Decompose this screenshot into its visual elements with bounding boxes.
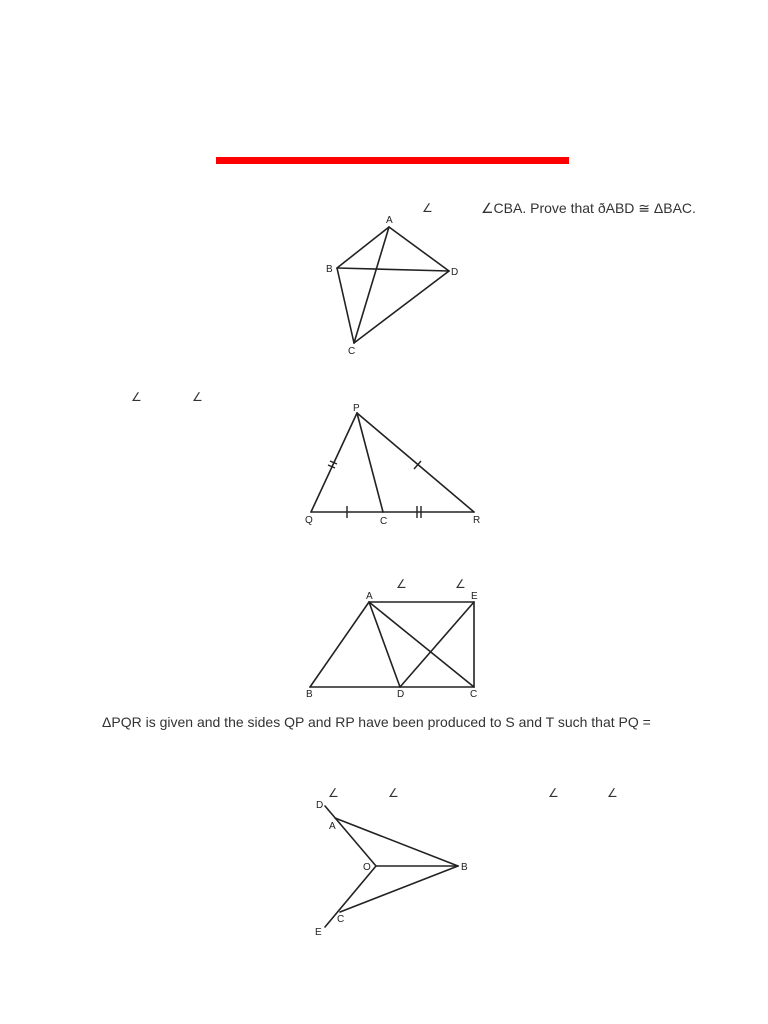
angle-symbol: ∠: [548, 786, 559, 800]
angle-symbol: ∠: [422, 201, 433, 215]
figure-2-triangle-pqr: [305, 403, 480, 527]
angle-symbol: ∠: [131, 390, 142, 404]
vertex-label-c: C: [380, 516, 388, 527]
angle-symbol: ∠: [455, 577, 466, 591]
vertex-label-c: C: [348, 346, 356, 357]
angle-symbol: ∠: [607, 786, 618, 800]
vertex-label-b: B: [326, 264, 333, 275]
angle-symbol: ∠: [388, 786, 399, 800]
vertex-label-q: Q: [305, 515, 313, 526]
vertex-label-c: C: [337, 914, 345, 925]
vertex-label-b: B: [306, 689, 313, 700]
figure-5-arrowhead: [315, 800, 468, 938]
vertex-label-e: E: [471, 591, 478, 602]
vertex-label-a: A: [366, 591, 373, 602]
figure-1-quadrilateral: [326, 215, 458, 357]
vertex-label-r: R: [473, 515, 481, 526]
angle-symbol: ∠: [396, 577, 407, 591]
figure-3-quadrilateral-abce: [306, 591, 478, 700]
vertex-label-d: D: [451, 267, 459, 278]
vertex-label-o: O: [363, 862, 371, 873]
vertex-label-a: A: [386, 215, 393, 226]
vertex-label-d: D: [397, 689, 405, 700]
angle-symbol: ∠: [328, 786, 339, 800]
q4-statement: ΔPQR is given and the sides QP and RP have been produced to S and T such that PQ =: [102, 714, 651, 730]
vertex-label-e: E: [315, 927, 322, 938]
q1-statement: ∠CBA. Prove that ðABD ≅ ΔBAC.: [481, 200, 696, 216]
vertex-label-d: D: [316, 800, 324, 811]
vertex-label-b: B: [461, 862, 468, 873]
angle-symbol: ∠: [192, 390, 203, 404]
vertex-label-p: P: [353, 403, 360, 414]
vertex-label-a: A: [329, 821, 336, 832]
vertex-label-c: C: [470, 689, 478, 700]
